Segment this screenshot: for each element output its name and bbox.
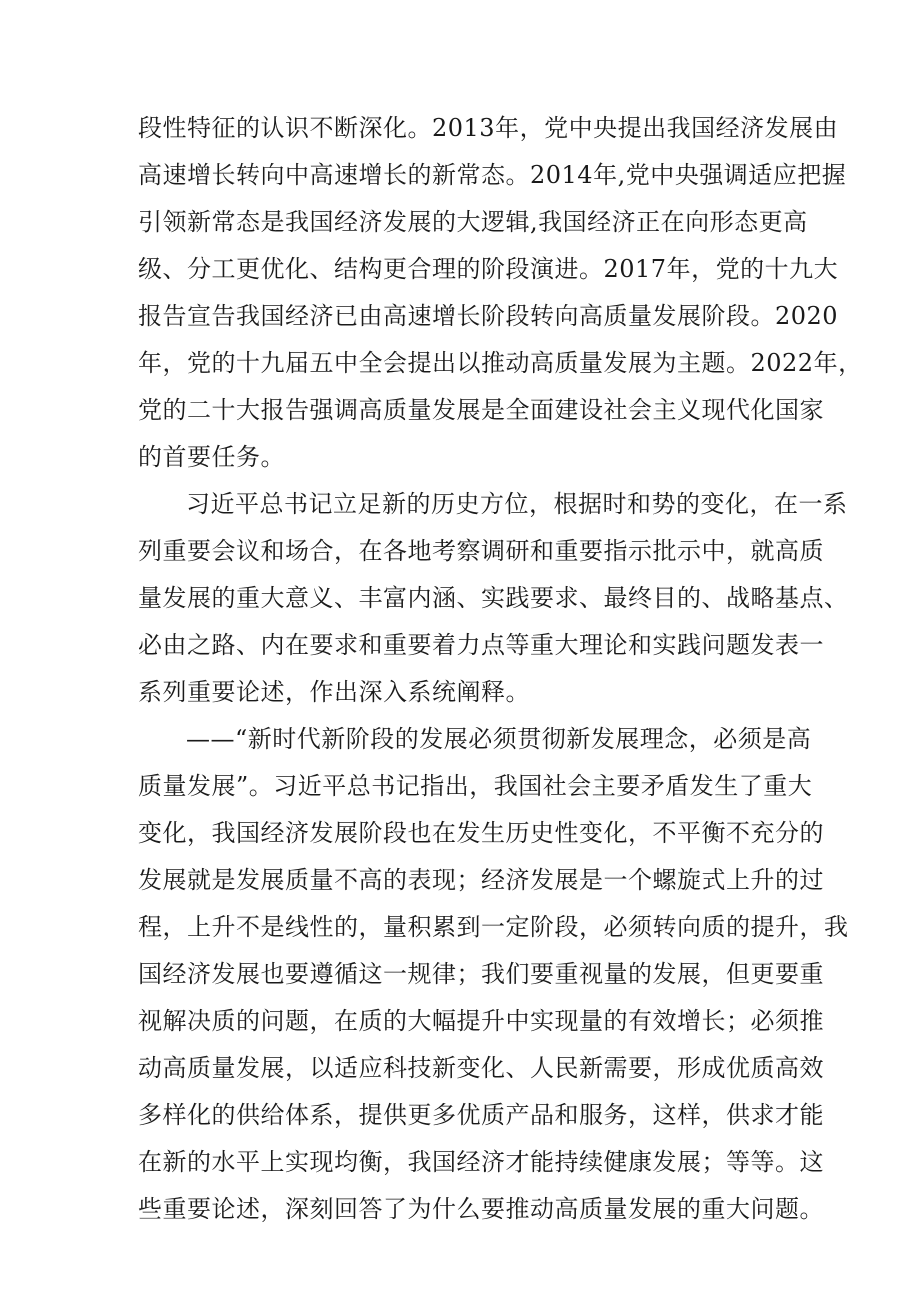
paragraph-first-line: ——“新时代新阶段的发展必须贯彻新发展理念，必须是高	[186, 725, 812, 753]
text-line: 段性特征的认识不断深化。2013年，党中央提出我国经济发展由	[138, 114, 839, 142]
text-line: 党的二十大报告强调高质量发展是全面建设社会主义现代化国家	[138, 396, 824, 424]
text-line: 视解决质的问题，在质的大幅提升中实现量的有效增长；必须推	[138, 1007, 824, 1035]
text-line: 量发展的重大意义、丰富内涵、实践要求、最终目的、战略基点、	[138, 584, 849, 612]
text-line: 国经济发展也要遵循这一规律；我们要重视量的发展，但更要重	[138, 960, 824, 988]
text-line: 程，上升不是线性的，量积累到一定阶段，必须转向质的提升，我	[138, 913, 849, 941]
text-line: 的首要任务。	[138, 443, 285, 471]
text-line: 质量发展”。习近平总书记指出，我国社会主要矛盾发生了重大	[138, 772, 813, 800]
paragraph-first-line: 习近平总书记立足新的历史方位，根据时和势的变化，在一系	[186, 490, 848, 518]
text-line: 系列重要论述，作出深入系统阐释。	[138, 678, 530, 706]
text-line: 必由之路、内在要求和重要着力点等重大理论和实践问题发表一	[138, 631, 824, 659]
text-line: 发展就是发展质量不高的表现；经济发展是一个螺旋式上升的过	[138, 866, 824, 894]
text-line: 在新的水平上实现均衡，我国经济才能持续健康发展；等等。这	[138, 1148, 824, 1176]
text-line: 变化，我国经济发展阶段也在发生历史性变化，不平衡不充分的	[138, 819, 824, 847]
text-line: 报告宣告我国经济已由高速增长阶段转向高质量发展阶段。2020	[138, 302, 839, 330]
text-line: 多样化的供给体系，提供更多优质产品和服务，这样，供求才能	[138, 1101, 824, 1129]
text-line: 些重要论述，深刻回答了为什么要推动高质量发展的重大问题。	[138, 1195, 824, 1223]
text-line: 动高质量发展，以适应科技新变化、人民新需要，形成优质高效	[138, 1054, 824, 1082]
text-line: 高速增长转向中高速增长的新常态。2014年,党中央强调适应把握	[138, 161, 847, 189]
text-line: 引领新常态是我国经济发展的大逻辑,我国经济正在向形态更高	[138, 208, 808, 236]
text-line: 年，党的十九届五中全会提出以推动高质量发展为主题。2022年，	[138, 349, 863, 377]
text-line: 级、分工更优化、结构更合理的阶段演进。2017年，党的十九大	[138, 255, 839, 283]
text-line: 列重要会议和场合，在各地考察调研和重要指示批示中，就高质	[138, 537, 824, 565]
